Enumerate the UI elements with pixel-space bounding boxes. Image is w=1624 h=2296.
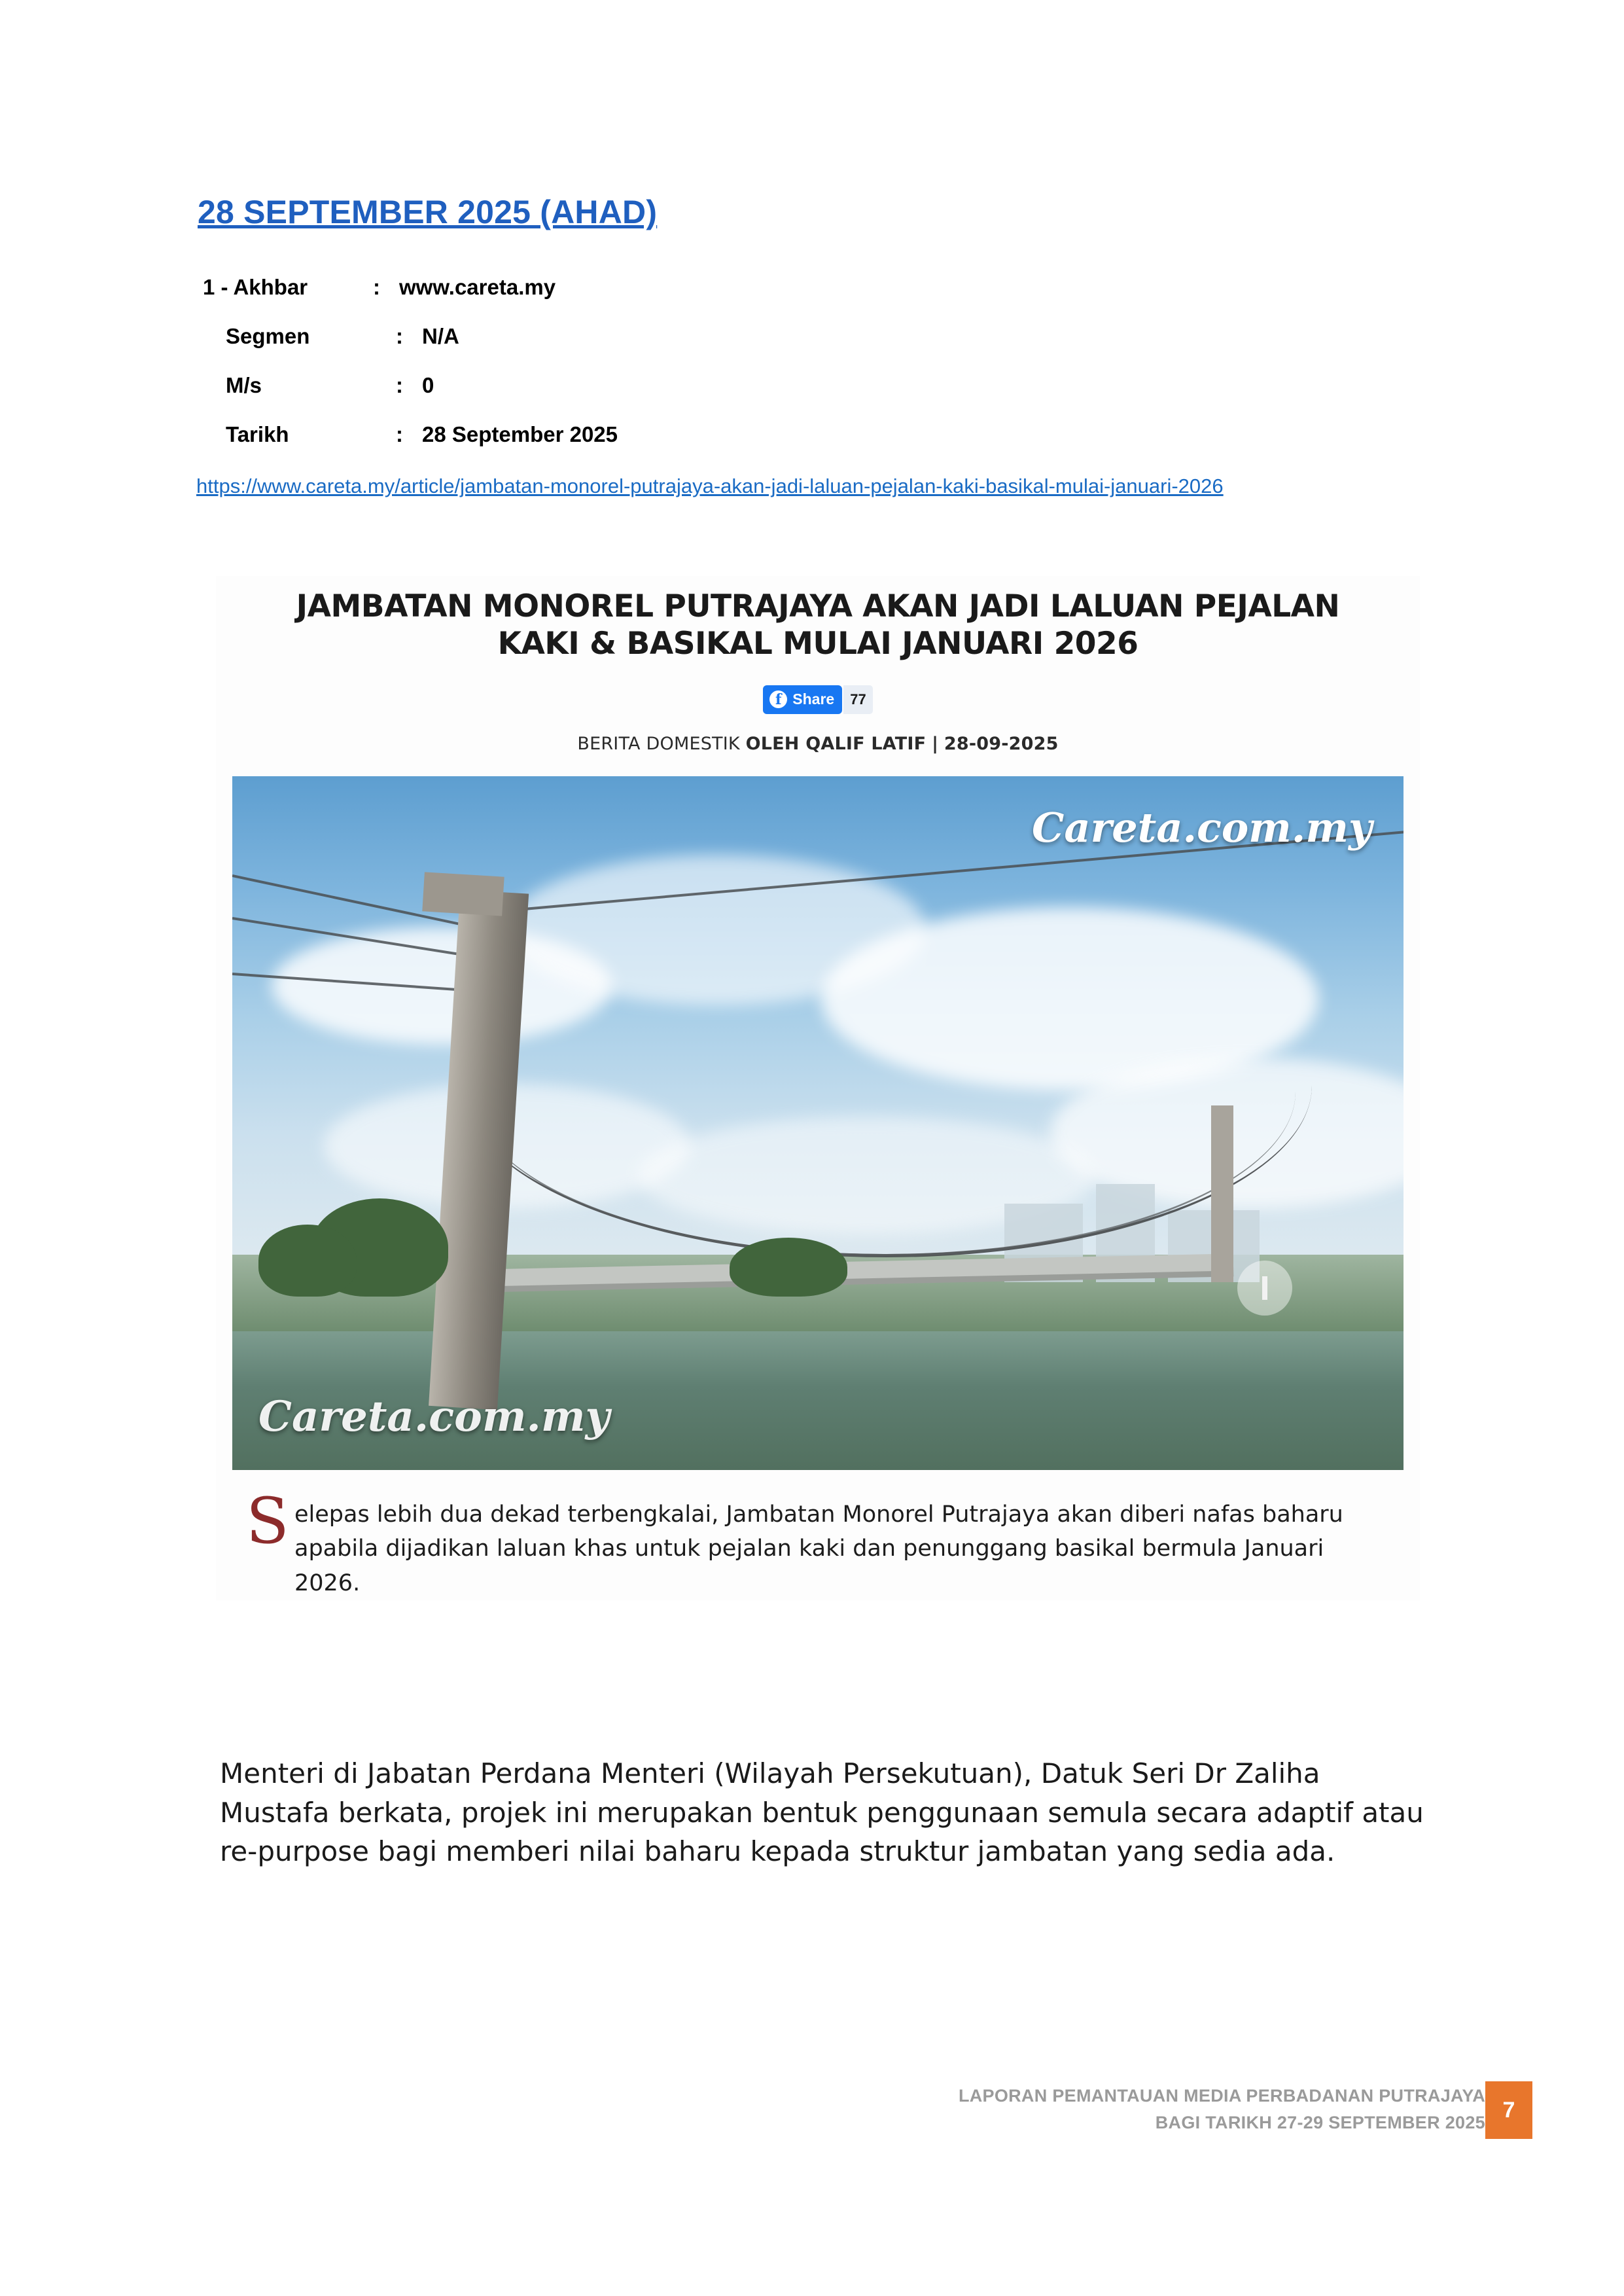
meta-label-segmen: Segmen [226, 324, 310, 348]
meta-label-ms: M/s [226, 373, 262, 397]
bridge-pylon-top [422, 872, 504, 916]
bridge-secondary-tower [1211, 1105, 1233, 1282]
suspension-cable [471, 927, 1296, 1257]
article-photo [232, 776, 1403, 1470]
body-paragraph: Menteri di Jabatan Perdana Menteri (Wilayah Persekutuan), Datuk Seri Dr Zaliha Mustafa berkata, projek ini merupakan bentuk penggunaan semula secara adaptif atau re-purpose bagi memberi nilai baharu kepada struktur jambatan yang sedia ada. [220, 1757, 1424, 1868]
byline-author: OLEH QALIF LATIF [745, 733, 927, 754]
article-clipping [216, 576, 1420, 1600]
meta-colon: : [396, 324, 403, 348]
footer-line-2: BAGI TARIKH 27-29 SEPTEMBER 2025 [1155, 2112, 1485, 2132]
article-headline: JAMBATAN MONOREL PUTRAJAYA AKAN JADI LALUAN PEJALAN KAKI & BASIKAL MULAI JANUARI 2026 [296, 588, 1340, 662]
footer-line-1: LAPORAN PEMANTAUAN MEDIA PERBADANAN PUTRAJAYA [958, 2086, 1485, 2106]
meta-colon: : [396, 373, 403, 397]
table-row [203, 422, 857, 471]
table-row [203, 324, 857, 373]
byline-date: 28-09-2025 [944, 733, 1059, 754]
meta-value-tarikh: 28 September 2025 [422, 422, 618, 446]
source-url-link[interactable]: https://www.careta.my/article/jambatan-monorel-putrajaya-akan-jadi-laluan-pejalan-kaki-basikal-mulai-januari-2026 [196, 475, 1224, 497]
table-row [203, 275, 857, 324]
share-count-badge: 77 [843, 685, 872, 714]
table-row [203, 373, 857, 422]
watermark-top: Careta.com.my [1032, 803, 1372, 852]
lead-text: elepas lebih dua dekad terbengkalai, Jambatan Monorel Putrajaya akan diberi nafas baharu apabila dijadikan laluan khas untuk pejalan kaki dan penunggang basikal bermula Januari 2026. [294, 1501, 1343, 1596]
facebook-share-button[interactable] [763, 685, 842, 714]
metadata-table [203, 275, 857, 471]
meta-label-tarikh: Tarikh [226, 422, 289, 446]
article-lead-paragraph [216, 1484, 1420, 1601]
meta-value-ms: 0 [422, 373, 434, 397]
play-icon[interactable] [1237, 1261, 1292, 1316]
page-number-badge: 7 [1485, 2081, 1532, 2139]
page-title: 28 SEPTEMBER 2025 (AHAD) [198, 194, 658, 230]
share-row [216, 685, 1420, 714]
facebook-icon: f [769, 691, 787, 708]
meta-colon: : [373, 275, 380, 299]
dropcap-letter: S [246, 1484, 289, 1558]
meta-value-segmen: N/A [422, 324, 459, 348]
meta-value-akhbar: www.careta.my [399, 275, 556, 299]
meta-label-akhbar: 1 - Akhbar [203, 275, 308, 299]
watermark-bottom: Careta.com.my [258, 1391, 610, 1441]
article-byline [216, 734, 1420, 754]
footer-text [959, 2083, 1485, 2136]
byline-separator: | [932, 733, 939, 754]
meta-colon: : [396, 422, 403, 446]
tree-shape [730, 1238, 847, 1297]
byline-category: BERITA DOMESTIK [577, 733, 740, 754]
tree-shape [258, 1225, 357, 1297]
share-label: Share [792, 691, 835, 708]
